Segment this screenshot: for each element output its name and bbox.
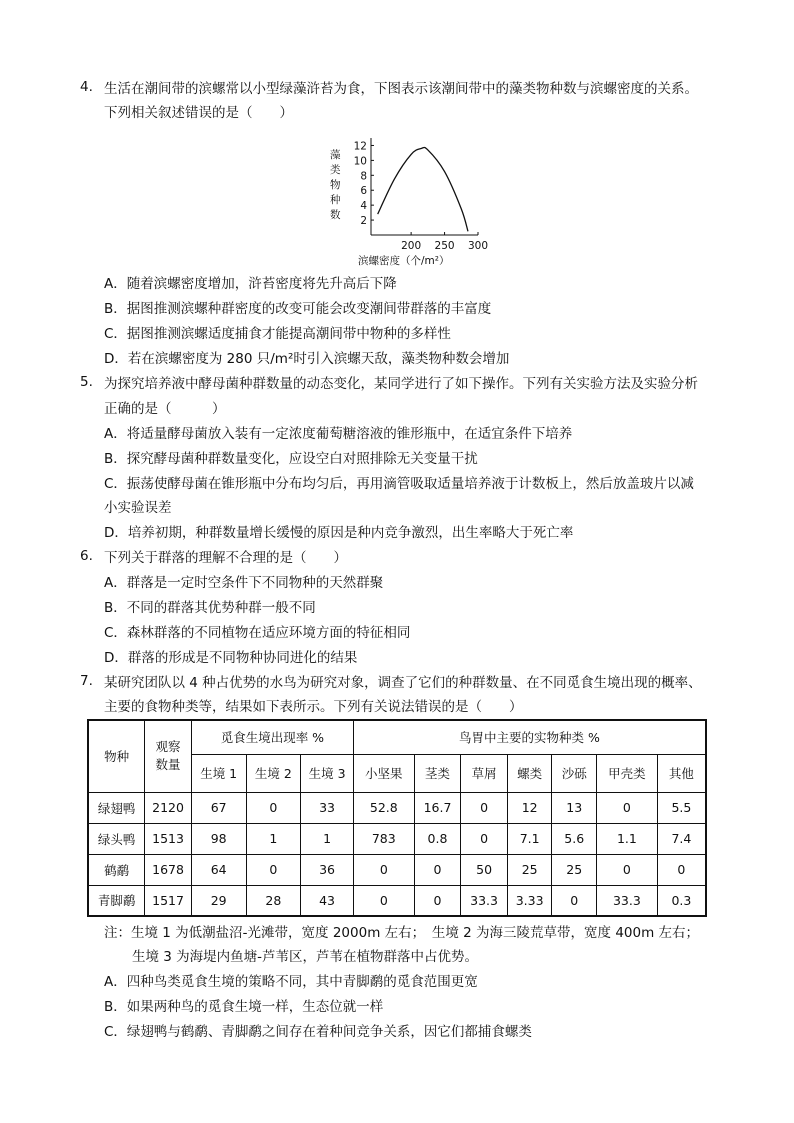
q7-note-line2: 生境 3 为海堤内鱼塘-芦苇区，芦苇在植物群落中占优势。 (132, 949, 479, 965)
table-cell: 2120 (145, 792, 192, 823)
algae-species-chart (318, 132, 494, 272)
table-cell: 33.3 (597, 885, 658, 916)
q7-option-b: B．如果两种鸟的觅食生境一样，生态位就一样 (104, 999, 384, 1015)
table-row (88, 792, 706, 823)
table-cell: 13 (552, 792, 597, 823)
x-tick-label: 250 (434, 240, 455, 252)
table-cell: 0 (246, 792, 301, 823)
y-tick-label: 2 (360, 215, 367, 228)
table-cell: 0 (597, 792, 658, 823)
q4-number: 4. (80, 79, 93, 95)
y-tick-label: 8 (360, 170, 367, 183)
table-cell: 36 (301, 854, 354, 885)
table-cell: 5.6 (552, 823, 597, 854)
y-tick-label: 10 (353, 155, 367, 168)
table-cell: 1 (301, 823, 354, 854)
table-cell: 7.4 (657, 823, 706, 854)
table-cell: 0 (461, 792, 508, 823)
q4-option-c: C．据图推测滨螺适度捕食才能提高潮间带中物种的多样性 (104, 326, 451, 342)
q6-number: 6. (80, 548, 93, 564)
table-cell: 52.8 (353, 792, 414, 823)
y-tick-label: 6 (360, 185, 367, 198)
q6-option-a: A．群落是一定时空条件下不同物种的天然群聚 (104, 575, 384, 591)
table-cell: 5.5 (657, 792, 706, 823)
q7-number: 7. (80, 673, 93, 689)
table-cell: 43 (301, 885, 354, 916)
table-cell: 0 (353, 885, 414, 916)
q4-stem-line2: 下列相关叙述错误的是（ ） (104, 105, 293, 121)
y-axis-label-char: 藻 (330, 149, 341, 161)
q7-option-c: C．绿翅鸭与鹤鹬、青脚鹬之间存在着种间竞争关系，因它们都捕食螺类 (104, 1024, 532, 1040)
q7-note-line1: 注：生境 1 为低潮盐沼-光滩带，宽度 2000m 左右； 生境 2 为海三陵荒草带，宽度 400m 左右； (104, 925, 700, 941)
table-cell: 青脚鹬 (88, 885, 145, 916)
q7-stem-line2: 主要的食物种类等，结果如下表所示。下列有关说法错误的是（ ） (104, 699, 523, 715)
subheader-habitat-3: 生境 3 (301, 754, 354, 792)
q6-option-b: B．不同的群落其优势种群一般不同 (104, 600, 316, 616)
table-cell: 1517 (145, 885, 192, 916)
q4-option-b: B．据图推测滨螺种群密度的改变可能会改变潮间带群落的丰富度 (104, 301, 492, 317)
q5-stem-line2: 正确的是（ ） (104, 401, 226, 417)
table-row (88, 885, 706, 916)
q7-stem-line1: 某研究团队以 4 种占优势的水鸟为研究对象，调查了它们的种群数量、在不同觅食生境出现的概率、 (104, 675, 702, 691)
table-cell: 783 (353, 823, 414, 854)
table-cell: 33 (301, 792, 354, 823)
header-count (145, 720, 192, 792)
q4-stem-line1: 生活在潮间带的滨螺常以小型绿藻浒苔为食，下图表示该潮间带中的藻类物种数与滨螺密度的关系。 (104, 81, 698, 97)
table-cell: 0.3 (657, 885, 706, 916)
q5-option-c-cont: 小实验误差 (104, 500, 172, 516)
bird-data-table (87, 719, 707, 917)
table-row (88, 854, 706, 885)
table-cell: 0 (597, 854, 658, 885)
subheader-crustaceans: 甲壳类 (597, 754, 658, 792)
subheader-nuts: 小坚果 (353, 754, 414, 792)
table-cell: 33.3 (461, 885, 508, 916)
table-cell: 67 (191, 792, 246, 823)
table-cell: 绿头鸭 (88, 823, 145, 854)
y-axis-label-char: 类 (330, 164, 341, 176)
q6-option-c: C．森林群落的不同植物在适应环境方面的特征相同 (104, 625, 411, 641)
y-tick-label: 12 (353, 140, 367, 153)
table-cell: 0 (657, 854, 706, 885)
q7-option-a: A．四种鸟类觅食生境的策略不同，其中青脚鹬的觅食范围更宽 (104, 974, 478, 990)
q6-option-d: D．群落的形成是不同物种协同进化的结果 (104, 650, 358, 666)
x-tick-label: 200 (401, 240, 422, 252)
table-cell: 64 (191, 854, 246, 885)
table-cell: 3.33 (507, 885, 552, 916)
header-species: 物种 (88, 720, 145, 792)
table-cell: 1513 (145, 823, 192, 854)
q4-option-d: D．若在滨螺密度为 280 只/m²时引入滨螺天敌，藻类物种数会增加 (104, 351, 510, 367)
table-cell: 7.1 (507, 823, 552, 854)
table-cell: 0 (414, 885, 461, 916)
table-row (88, 823, 706, 854)
y-axis-label (330, 148, 341, 221)
header-habitat: 觅食生境出现率 % (191, 720, 353, 754)
table-cell: 1.1 (597, 823, 658, 854)
q5-number: 5. (80, 374, 93, 390)
species-curve (378, 147, 468, 231)
table-cell: 25 (552, 854, 597, 885)
table-cell: 0 (414, 854, 461, 885)
table-cell: 鹤鹬 (88, 854, 145, 885)
y-tick-label: 4 (360, 200, 367, 213)
subheader-gravel: 沙砾 (552, 754, 597, 792)
subheader-stems: 茎类 (414, 754, 461, 792)
subheader-other: 其他 (657, 754, 706, 792)
q5-option-b: B．探究酵母菌种群数量变化，应设空白对照排除无关变量干扰 (104, 451, 478, 467)
y-axis-label-char: 物 (330, 179, 341, 191)
subheader-habitat-2: 生境 2 (246, 754, 301, 792)
q5-option-c: C．振荡使酵母菌在锥形瓶中分布均匀后，再用滴管吸取适量培养液于计数板上，然后放盖玻片以减 (104, 476, 694, 492)
subheader-habitat-1: 生境 1 (191, 754, 246, 792)
x-tick-label: 300 (467, 240, 489, 252)
table-cell: 绿翅鸭 (88, 792, 145, 823)
subheader-snails: 螺类 (507, 754, 552, 792)
header-food: 鸟胃中主要的实物种类 % (353, 720, 706, 754)
table-cell: 50 (461, 854, 508, 885)
y-axis-label-char: 种 (330, 194, 341, 206)
table-cell: 1 (246, 823, 301, 854)
table-cell: 25 (507, 854, 552, 885)
q5-stem-line1: 为探究培养液中酵母菌种群数量的动态变化，某同学进行了如下操作。下列有关实验方法及实验分析 (104, 376, 698, 392)
table-cell: 16.7 (414, 792, 461, 823)
table-cell: 12 (507, 792, 552, 823)
q4-option-a: A．随着滨螺密度增加，浒苔密度将先升高后下降 (104, 276, 397, 292)
table-cell: 1678 (145, 854, 192, 885)
q5-option-a: A．将适量酵母菌放入装有一定浓度葡萄糖溶液的锥形瓶中，在适宜条件下培养 (104, 426, 573, 442)
x-axis-label: 滨螺密度（个/m²） (358, 255, 450, 267)
table-cell: 0 (552, 885, 597, 916)
table-cell: 0 (353, 854, 414, 885)
table-cell: 29 (191, 885, 246, 916)
y-axis-label-char: 数 (330, 209, 341, 221)
table-cell: 0.8 (414, 823, 461, 854)
q6-stem: 下列关于群落的理解不合理的是（ ） (104, 550, 347, 566)
q5-option-d: D．培养初期，种群数量增长缓慢的原因是种内竞争激烈，出生率略大于死亡率 (104, 525, 574, 541)
table-cell: 98 (191, 823, 246, 854)
header-count-text: 观察数量 (155, 739, 181, 773)
table-cell: 0 (246, 854, 301, 885)
subheader-grass: 草屑 (461, 754, 508, 792)
table-cell: 0 (461, 823, 508, 854)
table-cell: 28 (246, 885, 301, 916)
